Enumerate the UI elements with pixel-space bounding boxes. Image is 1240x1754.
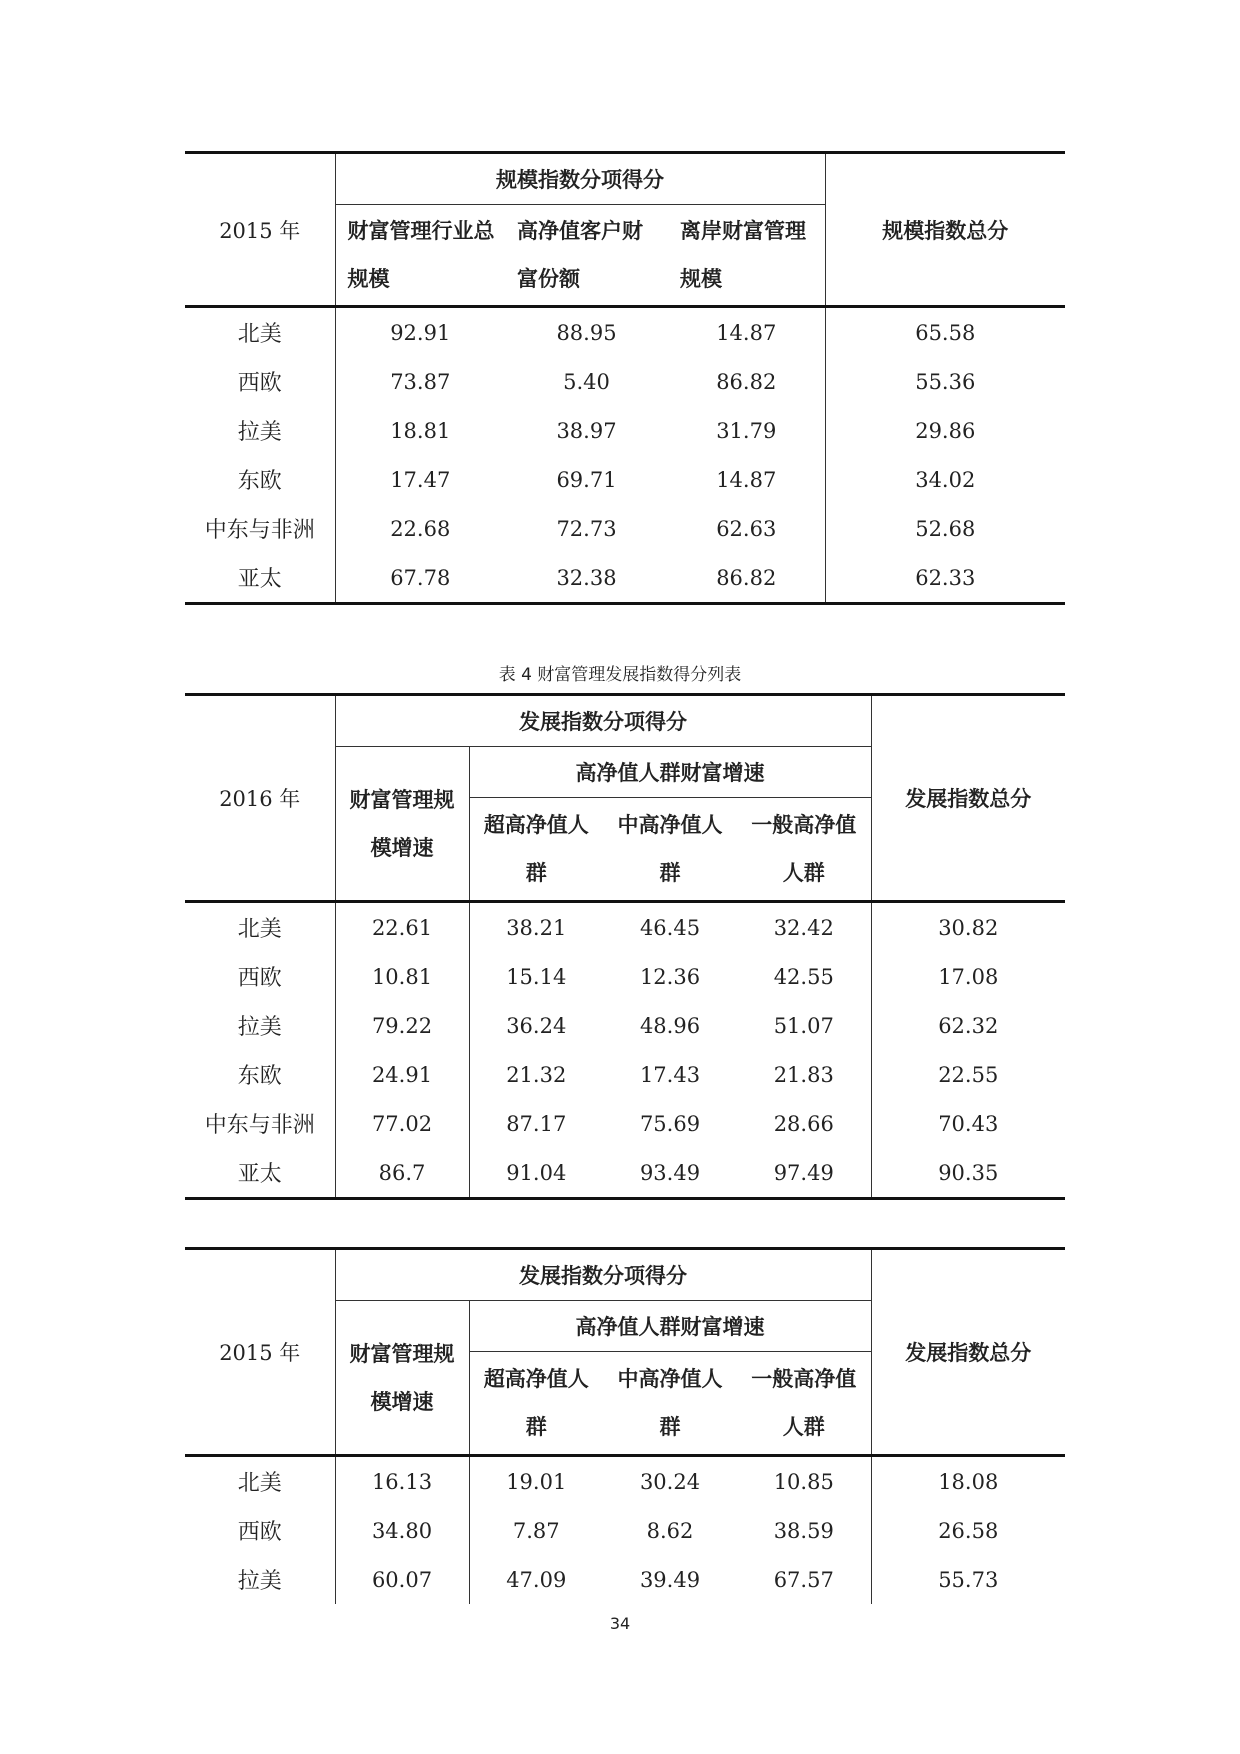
table-row	[185, 455, 1065, 504]
table-cell: 93.49	[639, 1160, 701, 1185]
row-label: 拉美	[237, 1569, 282, 1594]
table-cell: 17.43	[639, 1062, 701, 1087]
table-cell: 86.82	[716, 369, 777, 394]
table-cell: 39.49	[639, 1567, 701, 1592]
page-number: 34	[609, 1614, 631, 1633]
sub-header: 中高净值人 群	[617, 813, 723, 885]
table-cell: 72.73	[556, 516, 617, 541]
table-row	[185, 952, 1065, 1001]
table-cell: 73.87	[335, 357, 505, 406]
table-cell: 69.71	[556, 467, 617, 492]
row-label: 西欧	[237, 966, 282, 991]
table-cell: 22.55	[871, 1050, 1065, 1099]
table-cell: 10.85	[773, 1469, 834, 1494]
sub-header: 中高净值人 群	[617, 1367, 723, 1439]
row-label: 东欧	[237, 1064, 282, 1089]
row-label: 北美	[237, 917, 282, 942]
table-cell: 24.91	[335, 1050, 469, 1099]
total-header: 发展指数总分	[871, 695, 1065, 902]
row-label: 西欧	[237, 371, 282, 396]
group-header: 规模指数分项得分	[335, 153, 825, 205]
table-cell: 65.58	[825, 307, 1065, 358]
table-cell: 38.21	[469, 902, 603, 953]
table-row	[185, 1555, 1065, 1604]
table-row	[185, 1099, 1065, 1148]
table-row	[185, 504, 1065, 553]
table-cell: 22.68	[335, 504, 505, 553]
table-row	[185, 1050, 1065, 1099]
table-cell: 55.36	[825, 357, 1065, 406]
table-cell: 88.95	[556, 320, 617, 345]
row-label: 亚太	[237, 567, 282, 592]
row-label: 拉美	[237, 420, 282, 445]
table-cell: 62.33	[825, 553, 1065, 604]
table-caption: 表 4 财富管理发展指数得分列表	[498, 665, 742, 685]
table-cell: 92.91	[335, 307, 505, 358]
col1-header: 财富管理规 模增速	[335, 747, 469, 902]
table-cell: 38.97	[556, 418, 617, 443]
year-header: 2015 年	[219, 218, 301, 243]
table-cell: 18.81	[335, 406, 505, 455]
table-cell: 48.96	[639, 1013, 701, 1038]
row-label: 东欧	[237, 469, 282, 494]
table-cell: 32.38	[556, 565, 617, 590]
table-cell: 52.68	[825, 504, 1065, 553]
table-scale-index-2015	[185, 151, 1065, 605]
table-cell: 30.82	[871, 902, 1065, 953]
table-cell: 47.09	[469, 1555, 603, 1604]
group-header: 发展指数分项得分	[335, 1249, 871, 1301]
sub-header: 一般高净值 人群	[751, 1367, 857, 1439]
row-label: 北美	[237, 1471, 282, 1496]
table-cell: 5.40	[563, 369, 610, 394]
table-cell: 67.57	[773, 1567, 834, 1592]
total-header: 规模指数总分	[825, 153, 1065, 307]
table-cell: 14.87	[716, 467, 777, 492]
table-cell: 31.79	[716, 418, 777, 443]
total-header: 发展指数总分	[871, 1249, 1065, 1456]
subgroup-header: 高净值人群财富增速	[469, 747, 871, 798]
table-cell: 91.04	[469, 1148, 603, 1199]
table-cell: 46.45	[639, 915, 701, 940]
table-cell: 17.47	[335, 455, 505, 504]
table-cell: 12.36	[639, 964, 701, 989]
table-cell: 86.82	[716, 565, 777, 590]
table-cell: 8.62	[646, 1518, 694, 1543]
table-row	[185, 902, 1065, 953]
table-cell: 15.14	[469, 952, 603, 1001]
table-cell: 30.24	[639, 1469, 701, 1494]
table-cell: 60.07	[335, 1555, 469, 1604]
table-cell: 77.02	[335, 1099, 469, 1148]
table-row	[185, 1456, 1065, 1507]
row-label: 中东与非洲	[204, 518, 315, 543]
table-cell: 79.22	[335, 1001, 469, 1050]
table-cell: 22.61	[335, 902, 469, 953]
table-cell: 75.69	[639, 1111, 701, 1136]
table-cell: 26.58	[871, 1506, 1065, 1555]
table-cell: 67.78	[335, 553, 505, 604]
table-cell: 70.43	[871, 1099, 1065, 1148]
table-cell: 36.24	[469, 1001, 603, 1050]
table-development-index-2016	[185, 693, 1065, 1200]
table-cell: 55.73	[871, 1555, 1065, 1604]
table-cell: 34.02	[825, 455, 1065, 504]
table-cell: 38.59	[773, 1518, 834, 1543]
year-header: 2016 年	[219, 787, 301, 811]
row-label: 北美	[237, 322, 282, 347]
table-cell: 87.17	[469, 1099, 603, 1148]
subgroup-header: 高净值人群财富增速	[469, 1301, 871, 1352]
table-cell: 51.07	[773, 1013, 834, 1038]
sub-header: 离岸财富管理 规模	[680, 219, 806, 291]
row-label: 中东与非洲	[204, 1113, 315, 1138]
table-cell: 62.32	[871, 1001, 1065, 1050]
table-cell: 14.87	[716, 320, 777, 345]
table-cell: 42.55	[773, 964, 834, 989]
sub-header: 财富管理行业总 规模	[335, 205, 505, 307]
table-cell: 32.42	[773, 915, 834, 940]
table-cell: 7.87	[469, 1506, 603, 1555]
table-cell: 21.83	[773, 1062, 834, 1087]
table-cell: 19.01	[469, 1456, 603, 1507]
table-row	[185, 553, 1065, 604]
table-row	[185, 1001, 1065, 1050]
table-development-index-2015	[185, 1247, 1065, 1604]
sub-header: 超高净值人 群	[483, 813, 589, 885]
table-cell: 90.35	[871, 1148, 1065, 1199]
table-row	[185, 357, 1065, 406]
table-cell: 17.08	[871, 952, 1065, 1001]
sub-header: 超高净值人 群	[483, 1367, 589, 1439]
table-cell: 34.80	[335, 1506, 469, 1555]
row-label: 亚太	[237, 1162, 282, 1187]
row-label: 拉美	[237, 1015, 282, 1040]
table-cell: 62.63	[716, 516, 777, 541]
row-label: 西欧	[237, 1520, 282, 1545]
table-row	[185, 406, 1065, 455]
table-cell: 97.49	[773, 1160, 834, 1185]
table-cell: 29.86	[825, 406, 1065, 455]
table-row	[185, 1148, 1065, 1199]
group-header: 发展指数分项得分	[335, 695, 871, 747]
table-row	[185, 307, 1065, 358]
table-cell: 18.08	[871, 1456, 1065, 1507]
sub-header: 高净值客户财 富份额	[517, 219, 643, 291]
year-header: 2015 年	[219, 1341, 301, 1365]
table-cell: 28.66	[773, 1111, 834, 1136]
sub-header: 一般高净值 人群	[751, 813, 857, 885]
table-cell: 86.7	[335, 1148, 469, 1199]
table-cell: 16.13	[335, 1456, 469, 1507]
table-cell: 10.81	[335, 952, 469, 1001]
table-cell: 21.32	[469, 1050, 603, 1099]
col1-header: 财富管理规 模增速	[335, 1301, 469, 1456]
table-row	[185, 1506, 1065, 1555]
